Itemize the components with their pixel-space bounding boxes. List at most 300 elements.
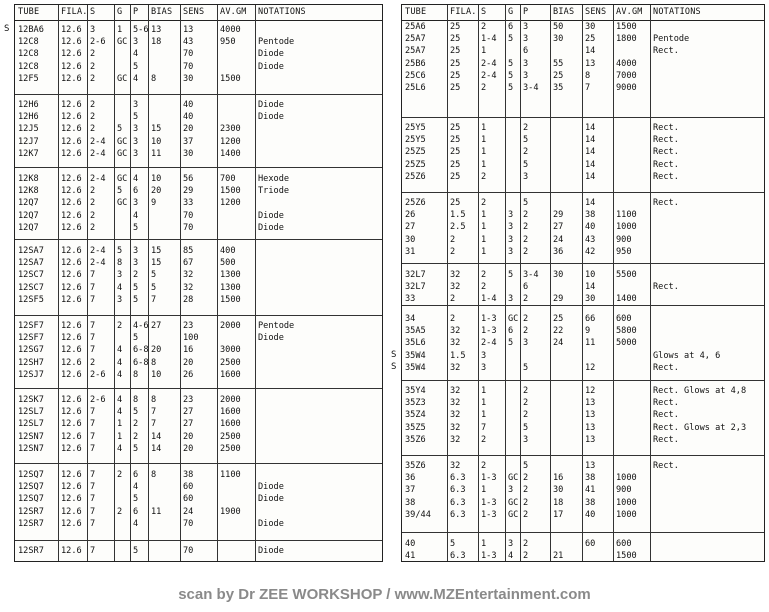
cell-g: GC — [508, 473, 519, 484]
cell-tube: 32L7 — [405, 282, 426, 293]
cell-p: 2 — [523, 497, 529, 508]
cell-fila: 6.3 — [450, 485, 466, 496]
cell-avgm: 7000 — [616, 70, 637, 81]
tube-row — [15, 518, 382, 530]
cell-tube: 12BA6 — [18, 25, 44, 35]
cell-p: 6-8 — [133, 345, 149, 356]
cell-fila: 12.6 — [61, 258, 82, 269]
cell-sens: 43 — [183, 37, 194, 48]
cell-tube: 12SQ7 — [18, 482, 44, 493]
tube-row — [15, 443, 382, 455]
tube-row — [15, 73, 382, 85]
group-divider — [15, 388, 382, 389]
cell-tube: 25A7 — [405, 34, 426, 45]
tube-row — [15, 294, 382, 306]
cell-avgm: 600 — [616, 314, 632, 324]
tube-row — [15, 111, 382, 123]
tube-row — [402, 538, 764, 550]
cell-g: GC — [508, 314, 519, 324]
cell-sens: 38 — [585, 210, 596, 221]
group-divider — [15, 94, 382, 95]
header-notations: NOTATIONS — [258, 7, 306, 17]
cell-s: 1-4 — [481, 34, 497, 45]
cell-s: 7 — [481, 422, 487, 433]
cell-s: 1 — [481, 135, 487, 146]
group-divider — [402, 263, 764, 264]
cell-tube: 25Y5 — [405, 135, 426, 146]
cell-tube: 36 — [405, 473, 416, 484]
cell-bias: 15 — [151, 124, 162, 135]
cell-fila: 2 — [450, 314, 456, 324]
cell-fila: 12.6 — [61, 443, 82, 454]
cell-tube: 12SR7 — [18, 518, 44, 529]
tube-row — [15, 173, 382, 185]
cell-tube: 12SL7 — [18, 419, 44, 430]
cell-bias: 27 — [553, 222, 564, 233]
cell-fila: 25 — [450, 171, 461, 182]
cell-p: 3 — [133, 198, 139, 209]
cell-sens: 100 — [183, 333, 199, 344]
tube-row — [402, 33, 764, 45]
cell-fila: 12.6 — [61, 494, 82, 505]
tube-row — [402, 337, 764, 349]
cell-tube: 33 — [405, 294, 416, 305]
cell-fila: 6.3 — [450, 497, 466, 508]
cell-fila: 5 — [450, 539, 456, 549]
tube-row — [402, 509, 764, 521]
cell-avgm: 3000 — [220, 345, 241, 356]
cell-avgm: 9000 — [616, 83, 637, 93]
cell-fila: 6.3 — [450, 509, 466, 520]
tube-row — [15, 24, 382, 36]
cell-fila: 2 — [450, 246, 456, 257]
cell-avgm: 1500 — [220, 73, 241, 84]
cell-p: 6 — [133, 186, 139, 197]
cell-bias: 10 — [151, 136, 162, 147]
cell-tube: 12SR7 — [18, 546, 44, 556]
header-avgm: AV.GM — [220, 7, 247, 17]
cell-bias: 25 — [553, 70, 564, 81]
cell-fila: 12.6 — [61, 294, 82, 305]
cell-s: 1 — [481, 234, 487, 245]
cell-tube: 32L7 — [405, 270, 426, 280]
cell-sens: 27 — [183, 407, 194, 418]
cell-sens: 37 — [183, 136, 194, 147]
cell-fila: 1.5 — [450, 350, 466, 361]
cell-s: 2 — [90, 357, 96, 368]
cell-p: 2 — [523, 551, 529, 562]
cell-g: 3 — [508, 485, 514, 496]
cell-p: 4 — [133, 210, 139, 221]
cell-g: GC — [117, 73, 128, 84]
cell-avgm: 2000 — [220, 395, 241, 405]
cell-bias: 30 — [553, 485, 564, 496]
cell-avgm: 2300 — [220, 124, 241, 135]
cell-sens: 13 — [585, 434, 596, 445]
cell-p: 2 — [523, 539, 529, 549]
cell-p: 3 — [133, 148, 139, 159]
cell-avgm: 1600 — [220, 419, 241, 430]
group-divider — [15, 167, 382, 168]
cell-tube: 12Q7 — [18, 222, 39, 233]
cell-s: 1 — [481, 123, 487, 133]
group-divider — [15, 540, 382, 541]
cell-avgm: 1500 — [616, 22, 637, 32]
header-tube: TUBE — [18, 7, 40, 17]
tube-row — [15, 222, 382, 234]
cell-g: 5 — [508, 83, 514, 93]
cell-notations: Diode — [258, 222, 284, 233]
cell-p: 2 — [133, 270, 139, 281]
tube-row — [15, 136, 382, 148]
tube-row — [402, 313, 764, 325]
cell-notations: Diode — [258, 210, 284, 221]
cell-avgm: 1000 — [616, 222, 637, 233]
header-g: G — [117, 7, 123, 17]
cell-sens: 33 — [183, 198, 194, 209]
header-bias: BIAS — [553, 7, 575, 17]
margin-marker: S — [391, 361, 397, 372]
cell-s: 2-6 — [90, 369, 106, 380]
cell-bias: 25 — [553, 314, 564, 324]
cell-tube: 12SQ7 — [18, 470, 44, 480]
cell-sens: 24 — [183, 506, 194, 517]
cell-avgm: 950 — [616, 246, 632, 257]
cell-sens: 12 — [585, 362, 596, 373]
cell-sens: 14 — [585, 123, 596, 133]
tube-row — [402, 422, 764, 434]
cell-g: 3 — [117, 270, 123, 281]
cell-notations: Diode — [258, 546, 284, 556]
cell-notations: Rect. Glows at 4,8 — [653, 386, 747, 396]
cell-s: 2 — [481, 282, 487, 293]
cell-s: 7 — [90, 282, 96, 293]
cell-s: 2 — [90, 210, 96, 221]
cell-avgm: 400 — [220, 246, 236, 256]
cell-tube: 12H6 — [18, 100, 39, 110]
margin-marker: S — [391, 349, 397, 360]
cell-fila: 12.6 — [61, 148, 82, 159]
cell-p: 3 — [133, 246, 139, 256]
tube-row — [15, 344, 382, 356]
cell-sens: 60 — [183, 482, 194, 493]
header-s: S — [90, 7, 96, 17]
cell-p: 2 — [523, 314, 529, 324]
cell-notations: Diode — [258, 482, 284, 493]
cell-s: 2 — [481, 198, 487, 208]
cell-s: 2 — [90, 61, 96, 72]
cell-s: 7 — [90, 294, 96, 305]
cell-fila: 12.6 — [61, 186, 82, 197]
cell-g: 2 — [117, 506, 123, 517]
header-s: S — [481, 7, 487, 17]
cell-s: 2-4 — [90, 258, 106, 269]
cell-fila: 12.6 — [61, 270, 82, 281]
cell-bias: 29 — [553, 210, 564, 221]
cell-notations: Diode — [258, 61, 284, 72]
cell-avgm: 1600 — [220, 407, 241, 418]
cell-sens: 7 — [585, 83, 591, 93]
cell-notations: Rect. — [653, 461, 679, 471]
tube-row — [15, 418, 382, 430]
group-divider — [15, 463, 382, 464]
cell-avgm: 1400 — [220, 148, 241, 159]
tube-row — [402, 70, 764, 82]
cell-g: GC — [117, 174, 128, 184]
cell-fila: 12.6 — [61, 470, 82, 480]
cell-avgm: 1000 — [616, 509, 637, 520]
cell-g: 3 — [508, 539, 514, 549]
cell-sens: 13 — [585, 461, 596, 471]
cell-notations: Rect. — [653, 46, 679, 57]
cell-fila: 12.6 — [61, 174, 82, 184]
cell-s: 2 — [481, 434, 487, 445]
tube-row — [15, 394, 382, 406]
cell-p: 6 — [523, 282, 529, 293]
cell-fila: 12.6 — [61, 198, 82, 209]
cell-g: 3 — [508, 294, 514, 305]
cell-notations: Rect. Glows at 2,3 — [653, 422, 747, 433]
cell-s: 2-4 — [481, 70, 497, 81]
tube-row — [402, 293, 764, 305]
cell-fila: 12.6 — [61, 518, 82, 529]
cell-g: 2 — [117, 470, 123, 480]
cell-sens: 14 — [585, 159, 596, 170]
cell-p: 4 — [133, 174, 139, 184]
cell-s: 1-3 — [481, 326, 497, 337]
cell-p: 3-4 — [523, 83, 539, 93]
header-g: G — [508, 7, 514, 17]
cell-avgm: 5500 — [616, 270, 637, 280]
cell-s: 7 — [90, 470, 96, 480]
left-header-row — [15, 5, 382, 21]
cell-notations: Rect. — [653, 362, 679, 373]
cell-bias: 14 — [151, 443, 162, 454]
tube-row — [402, 269, 764, 281]
cell-bias: 20 — [151, 186, 162, 197]
cell-g: 5 — [117, 124, 123, 135]
cell-p: 2 — [133, 431, 139, 442]
tube-row — [402, 385, 764, 397]
cell-notations: Rect. — [653, 198, 679, 208]
cell-sens: 14 — [585, 46, 596, 57]
cell-s: 1 — [481, 222, 487, 233]
cell-s: 1-3 — [481, 473, 497, 484]
tube-row — [15, 469, 382, 481]
tube-row — [402, 460, 764, 472]
tube-row — [15, 369, 382, 381]
cell-p: 2 — [523, 473, 529, 484]
left-page-table — [14, 4, 383, 562]
cell-p: 5 — [133, 443, 139, 454]
cell-s: 1 — [481, 410, 487, 421]
cell-s: 2-4 — [90, 148, 106, 159]
cell-notations: Pentode — [258, 321, 295, 331]
cell-p: 5 — [523, 422, 529, 433]
cell-g: 4 — [117, 407, 123, 418]
cell-avgm: 1200 — [220, 198, 241, 209]
cell-bias: 8 — [151, 470, 157, 480]
cell-sens: 23 — [183, 321, 194, 331]
cell-fila: 12.6 — [61, 431, 82, 442]
cell-s: 1 — [481, 147, 487, 158]
cell-fila: 32 — [450, 282, 461, 293]
cell-sens: 20 — [183, 124, 194, 135]
cell-tube: 12F5 — [18, 73, 39, 84]
cell-g: 4 — [117, 282, 123, 293]
cell-fila: 25 — [450, 135, 461, 146]
cell-g: 5 — [117, 186, 123, 197]
cell-notations: Rect. — [653, 159, 679, 170]
cell-bias: 5 — [151, 270, 157, 281]
cell-tube: 12SA7 — [18, 258, 44, 269]
cell-p: 3 — [133, 136, 139, 147]
cell-tube: 25A7 — [405, 46, 426, 57]
cell-notations: Rect. — [653, 434, 679, 445]
header-fila: FILA. — [450, 7, 477, 17]
cell-p: 5 — [523, 198, 529, 208]
cell-p: 5 — [523, 362, 529, 373]
tube-row — [402, 45, 764, 57]
cell-g: 4 — [117, 345, 123, 356]
cell-g: 3 — [508, 222, 514, 233]
cell-p: 5 — [523, 135, 529, 146]
cell-bias: 35 — [553, 83, 564, 93]
cell-sens: 10 — [585, 270, 596, 280]
cell-g: 5 — [508, 270, 514, 280]
cell-g: GC — [508, 509, 519, 520]
cell-p: 2 — [133, 419, 139, 430]
header-bias: BIAS — [151, 7, 173, 17]
cell-avgm: 900 — [616, 485, 632, 496]
cell-g: GC — [117, 136, 128, 147]
cell-tube: 12Q7 — [18, 198, 39, 209]
tube-row — [15, 257, 382, 269]
cell-fila: 25 — [450, 198, 461, 208]
cell-sens: 14 — [585, 135, 596, 146]
cell-tube: 35Z6 — [405, 461, 426, 471]
cell-fila: 32 — [450, 410, 461, 421]
tube-row — [15, 431, 382, 443]
cell-bias: 30 — [553, 34, 564, 45]
cell-notations: Diode — [258, 112, 284, 123]
tube-row — [402, 159, 764, 171]
cell-sens: 70 — [183, 222, 194, 233]
cell-tube: 35A5 — [405, 326, 426, 337]
cell-s: 1-3 — [481, 509, 497, 520]
cell-fila: 12.6 — [61, 112, 82, 123]
cell-tube: 12C8 — [18, 61, 39, 72]
cell-fila: 2 — [450, 294, 456, 305]
cell-s: 1 — [481, 210, 487, 221]
cell-fila: 12.6 — [61, 25, 82, 35]
cell-sens: 30 — [585, 294, 596, 305]
tube-row — [402, 434, 764, 446]
cell-sens: 20 — [183, 431, 194, 442]
tube-row — [402, 472, 764, 484]
cell-s: 1 — [481, 246, 487, 257]
cell-p: 2 — [523, 123, 529, 133]
cell-notations: Triode — [258, 186, 290, 197]
cell-bias: 17 — [553, 509, 564, 520]
cell-tube: 41 — [405, 551, 416, 562]
cell-s: 2 — [481, 22, 487, 32]
cell-fila: 12.6 — [61, 246, 82, 256]
cell-tube: 12SN7 — [18, 431, 44, 442]
cell-tube: 12H6 — [18, 112, 39, 123]
cell-fila: 6.3 — [450, 551, 466, 562]
cell-p: 2 — [523, 294, 529, 305]
cell-sens: 23 — [183, 395, 194, 405]
cell-tube: 35Y4 — [405, 386, 426, 396]
cell-avgm: 2500 — [220, 443, 241, 454]
cell-tube: 12Q7 — [18, 210, 39, 221]
cell-sens: 40 — [585, 222, 596, 233]
cell-tube: 12SF7 — [18, 333, 44, 344]
tube-row — [15, 545, 382, 557]
tube-row — [402, 82, 764, 94]
cell-g: 5 — [508, 70, 514, 81]
cell-notations: Rect. — [653, 135, 679, 146]
cell-sens: 29 — [183, 186, 194, 197]
cell-p: 6 — [523, 46, 529, 57]
cell-fila: 12.6 — [61, 482, 82, 493]
cell-avgm: 1800 — [616, 34, 637, 45]
cell-tube: 35Z5 — [405, 422, 426, 433]
cell-sens: 38 — [585, 497, 596, 508]
cell-notations: Rect. — [653, 147, 679, 158]
cell-fila: 2 — [450, 234, 456, 245]
cell-s: 7 — [90, 443, 96, 454]
tube-row — [402, 362, 764, 374]
cell-g: 4 — [117, 357, 123, 368]
cell-s: 1-3 — [481, 497, 497, 508]
cell-p: 3 — [523, 70, 529, 81]
cell-tube: 31 — [405, 246, 416, 257]
cell-fila: 32 — [450, 398, 461, 409]
cell-p: 5 — [133, 61, 139, 72]
cell-g: 3 — [508, 210, 514, 221]
cell-notations: Glows at 4, 6 — [653, 350, 721, 361]
cell-s: 1-3 — [481, 314, 497, 324]
cell-p: 3 — [523, 58, 529, 69]
cell-bias: 11 — [151, 506, 162, 517]
cell-p: 3 — [523, 22, 529, 32]
tube-row — [15, 36, 382, 48]
cell-bias: 22 — [553, 326, 564, 337]
cell-fila: 25 — [450, 159, 461, 170]
cell-avgm: 1900 — [220, 506, 241, 517]
cell-fila: 12.6 — [61, 61, 82, 72]
cell-sens: 13 — [585, 410, 596, 421]
cell-p: 2 — [523, 509, 529, 520]
cell-tube: 12SL7 — [18, 407, 44, 418]
cell-p: 3 — [523, 34, 529, 45]
cell-sens: 40 — [183, 112, 194, 123]
cell-s: 7 — [90, 546, 96, 556]
cell-fila: 12.6 — [61, 506, 82, 517]
cell-p: 5 — [133, 222, 139, 233]
cell-s: 2 — [481, 171, 487, 182]
cell-bias: 18 — [553, 497, 564, 508]
tube-row — [402, 209, 764, 221]
cell-notations: Pentode — [653, 34, 690, 45]
group-divider — [402, 455, 764, 456]
group-divider — [15, 315, 382, 316]
cell-fila: 25 — [450, 22, 461, 32]
cell-bias: 8 — [151, 395, 157, 405]
cell-avgm: 1100 — [220, 470, 241, 480]
